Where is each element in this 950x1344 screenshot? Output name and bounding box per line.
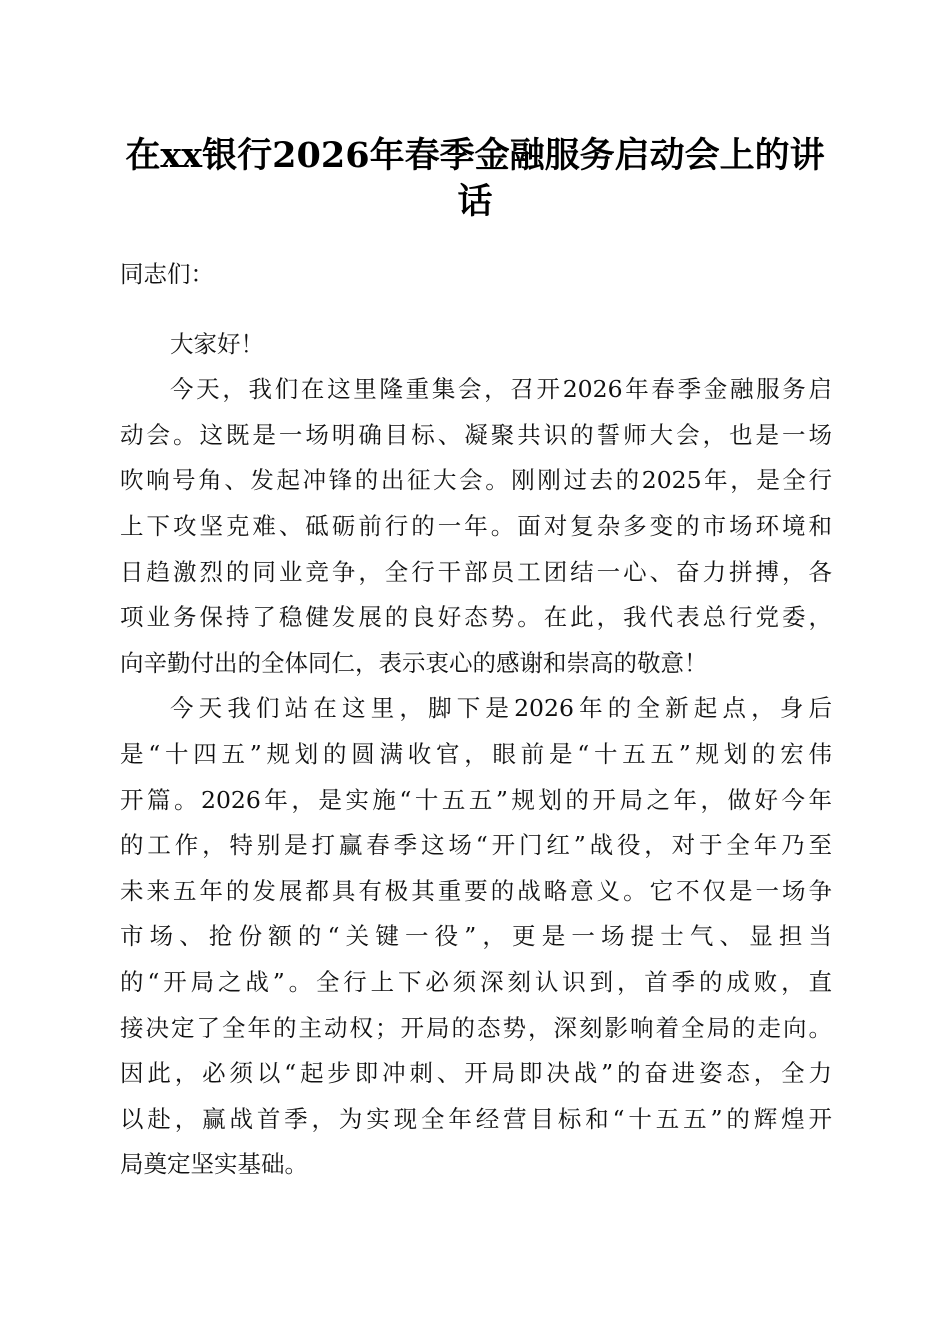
paragraph-line: 今天，我们在这里隆重集会，召开2026年春季金融服务启 bbox=[170, 375, 832, 404]
paragraph-line: 向辛勤付出的全体同仁，表示衷心的感谢和崇高的敬意！ bbox=[120, 648, 708, 677]
document-body bbox=[120, 252, 832, 1188]
paragraph-line: 因此，必须以“起步即冲刺、开局即决战”的奋进姿态，全力 bbox=[120, 1059, 832, 1088]
document-title bbox=[100, 133, 850, 225]
paragraph-line: 开篇。2026年，是实施“十五五”规划的开局之年，做好今年 bbox=[120, 785, 832, 814]
paragraph-line: 吹响号角、发起冲锋的出征大会。刚刚过去的2025年，是全行 bbox=[120, 466, 832, 495]
paragraph-line: 的“开局之战”。全行上下必须深刻认识到，首季的成败，直 bbox=[120, 967, 832, 996]
paragraph-line: 上下攻坚克难、砥砺前行的一年。面对复杂多变的市场环境和 bbox=[120, 511, 832, 540]
paragraph-line: 动会。这既是一场明确目标、凝聚共识的誓师大会，也是一场 bbox=[120, 420, 832, 449]
paragraph-line: 未来五年的发展都具有极其重要的战略意义。它不仅是一场争 bbox=[120, 876, 832, 905]
paragraph-line: 接决定了全年的主动权；开局的态势，深刻影响着全局的走向。 bbox=[120, 1013, 832, 1042]
paragraph-line: 的工作，特别是打赢春季这场“开门红”战役，对于全年乃至 bbox=[120, 831, 832, 860]
paragraph bbox=[120, 686, 832, 1188]
title-line-2: 话 bbox=[457, 181, 493, 222]
paragraph-line: 是“十四五”规划的圆满收官，眼前是“十五五”规划的宏伟 bbox=[120, 739, 832, 768]
paragraph-line: 今天我们站在这里，脚下是2026年的全新起点，身后 bbox=[170, 694, 832, 723]
paragraphs bbox=[120, 367, 832, 1188]
salutation: 同志们： bbox=[120, 260, 214, 288]
title-line-1: 在xx银行2026年春季金融服务启动会上的讲 bbox=[125, 135, 825, 176]
paragraph-line: 市场、抢份额的“关键一役”，更是一场提士气、显担当 bbox=[120, 922, 832, 951]
paragraph-line: 以赴，赢战首季，为实现全年经营目标和“十五五”的辉煌开 bbox=[120, 1104, 832, 1133]
paragraph-line: 日趋激烈的同业竞争，全行干部员工团结一心、奋力拼搏，各 bbox=[120, 557, 832, 586]
paragraph-line: 项业务保持了稳健发展的良好态势。在此，我代表总行党委， bbox=[120, 603, 832, 632]
paragraph bbox=[120, 367, 832, 686]
greeting: 大家好！ bbox=[170, 329, 264, 358]
paragraph-line: 局奠定坚实基础。 bbox=[120, 1150, 308, 1179]
